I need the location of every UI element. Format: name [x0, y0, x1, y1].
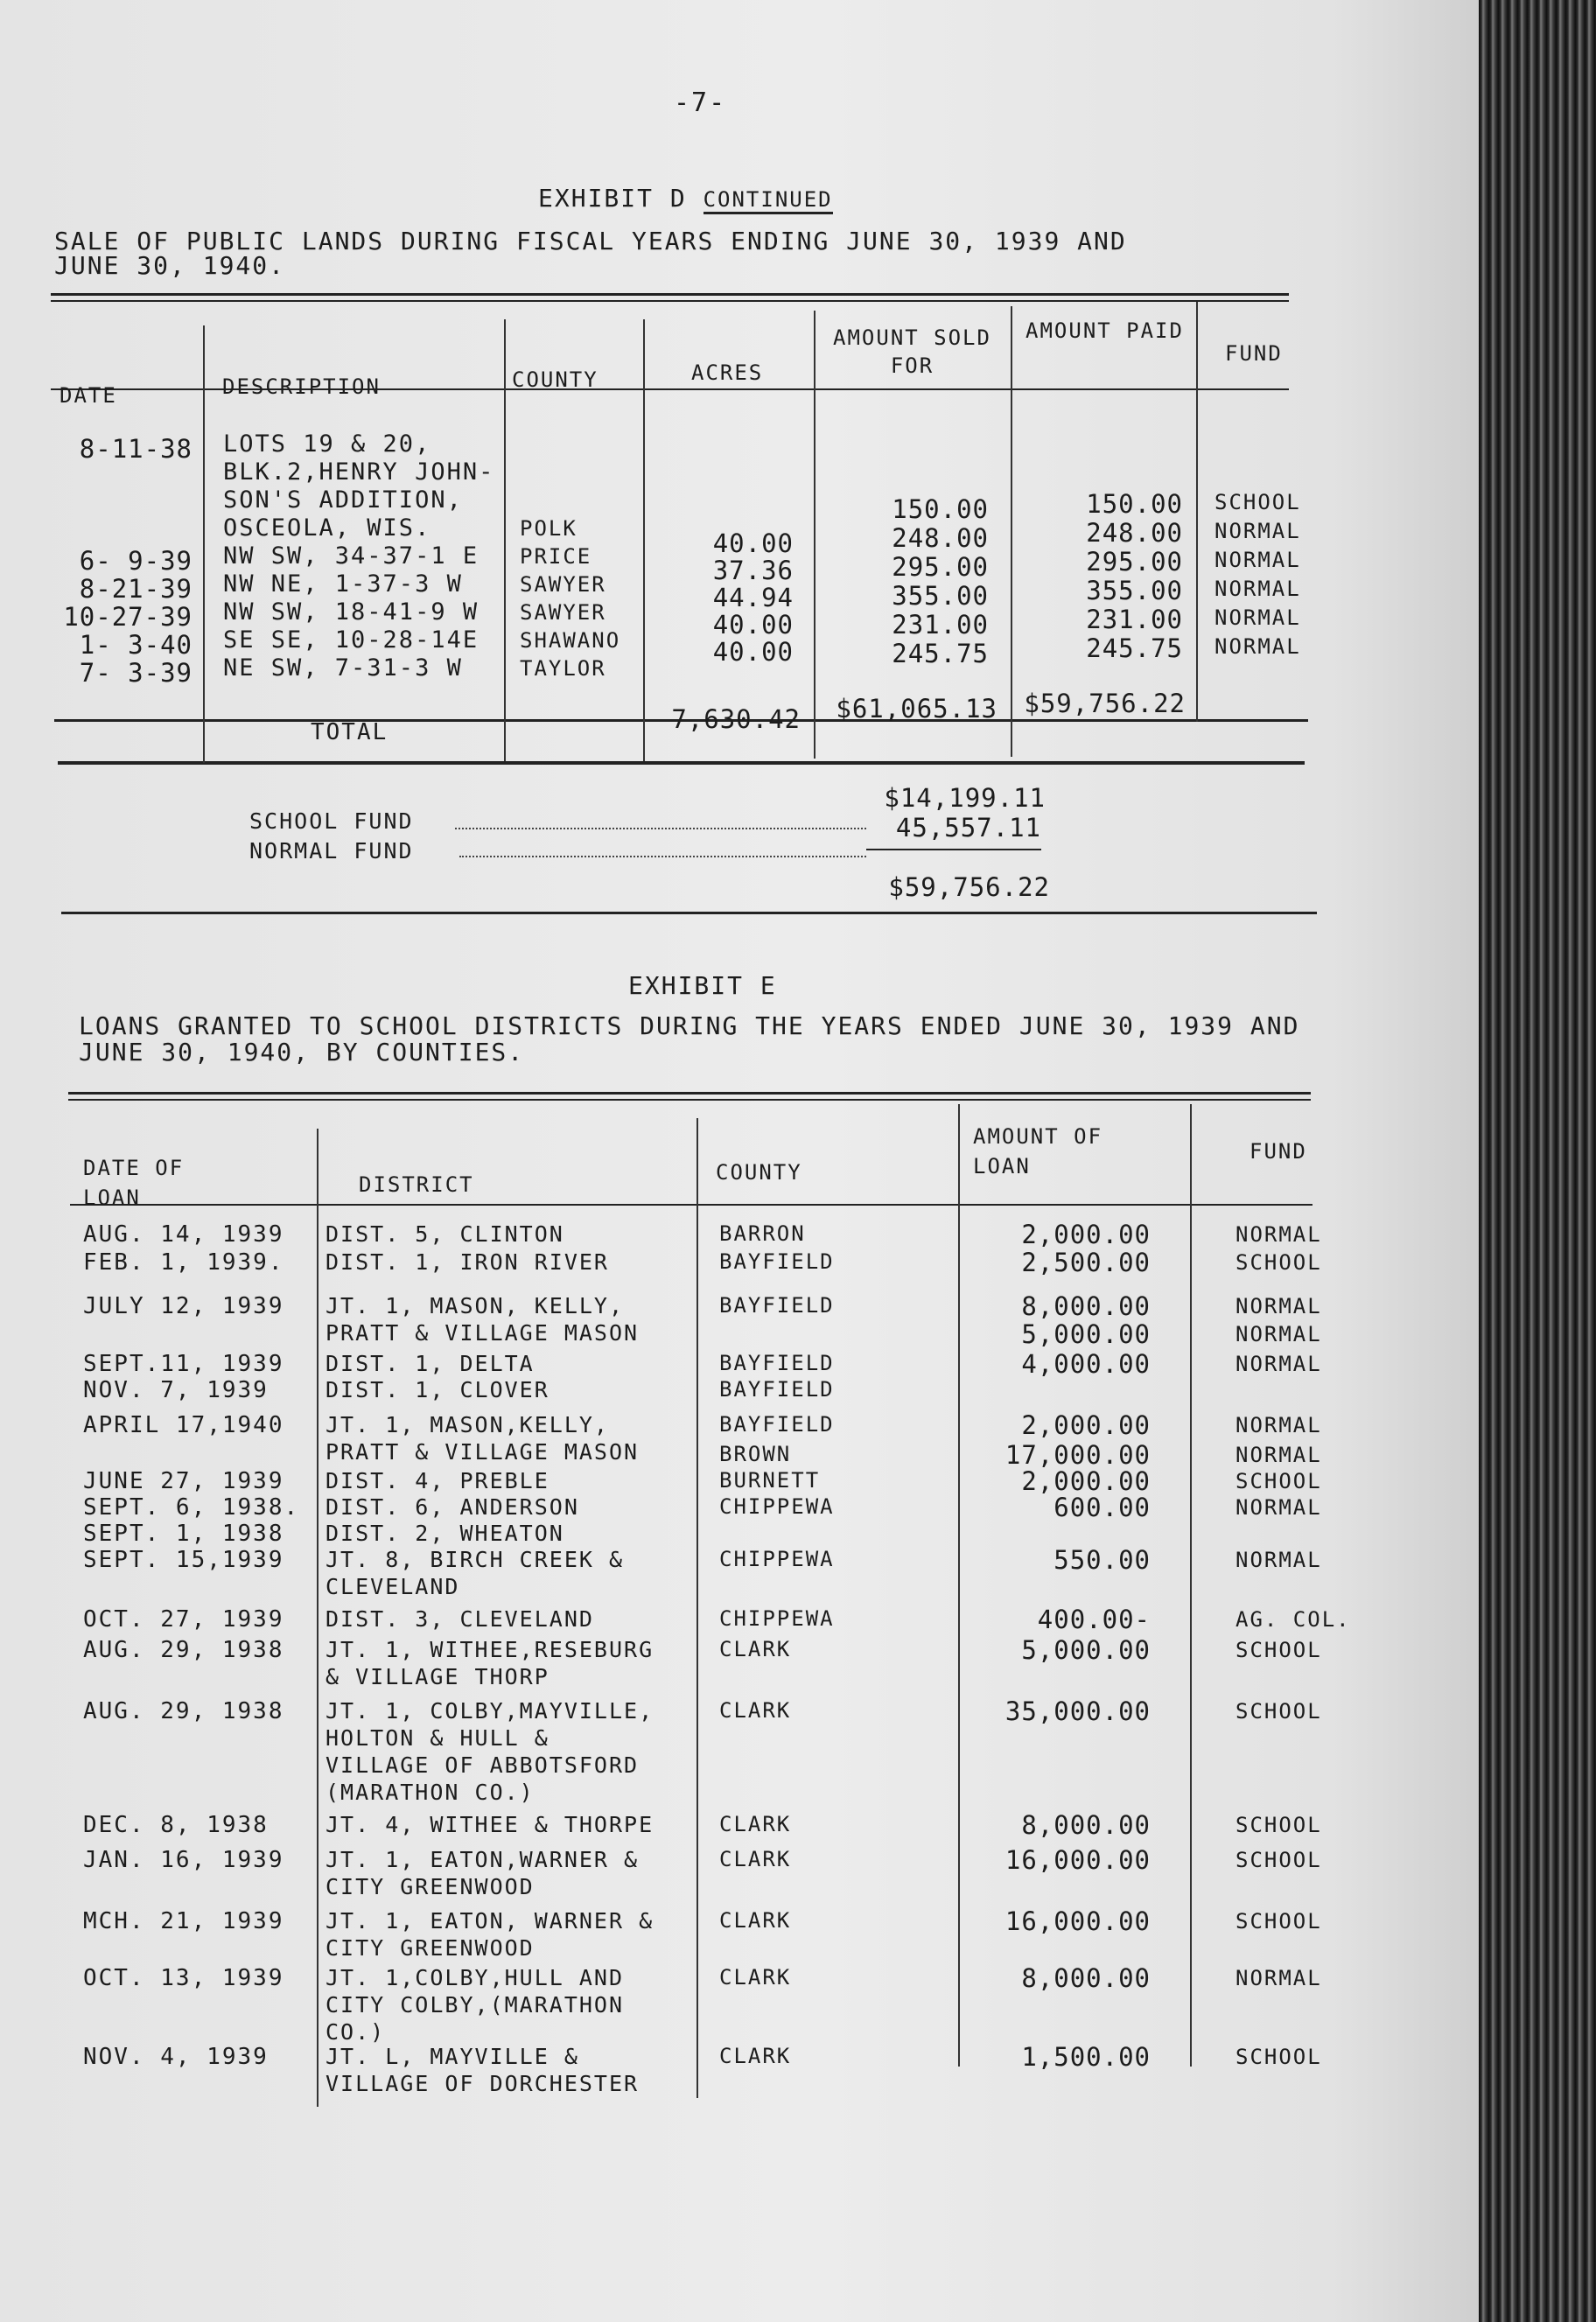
- exhibit-d-funds: SCHOOL NORMAL NORMAL NORMAL NORMAL NORMAL: [1214, 490, 1301, 659]
- loan-county: CHIPPEWA: [719, 1547, 835, 1571]
- loan-district: DIST. 3, CLEVELAND: [326, 1606, 594, 1632]
- fund-grand-total: $59,756.22: [888, 872, 1050, 902]
- exhibit-e-divider-4: [1190, 1104, 1192, 2067]
- loan-district: DIST. 1, IRON RIVER: [326, 1249, 609, 1275]
- loan-date: OCT. 27, 1939: [83, 1606, 284, 1633]
- exhibit-d-top-rule-2: [51, 300, 1289, 302]
- loan-fund: NORMAL: [1236, 1413, 1322, 1437]
- loan-county: CLARK: [719, 1965, 792, 1990]
- loan-district: JT. 1, EATON,WARNER & CITY GREENWOOD: [326, 1847, 640, 1899]
- loan-county: CLARK: [719, 1698, 792, 1723]
- exhibit-d-divider-1: [203, 325, 205, 763]
- loan-district: DIST. 4, PREBLE: [326, 1468, 550, 1493]
- loan-fund: SCHOOL: [1236, 1699, 1322, 1724]
- loan-amount: 2,000.00: [1021, 1466, 1151, 1496]
- loan-date: AUG. 14, 1939: [83, 1221, 284, 1248]
- exhibit-d-title: SALE OF PUBLIC LANDS DURING FISCAL YEARS ENDING JUNE 30, 1939 AND JUNE 30, 1940.: [54, 227, 1127, 280]
- loan-fund: SCHOOL: [1236, 1638, 1322, 1662]
- exhibit-e-header-rule: [70, 1204, 1312, 1206]
- loan-county: BAYFIELD: [719, 1412, 835, 1437]
- loan-county: BAYFIELD: [719, 1293, 835, 1318]
- exhibit-e-heading: EXHIBIT E: [628, 971, 777, 1000]
- loan-district: JT. 1, MASON, KELLY, PRATT & VILLAGE MASON: [326, 1293, 640, 1346]
- exhibit-d-dates: 8-11-38 6- 9-39 8-21-39 10-27-39 1- 3-40 7- 3-39: [63, 434, 192, 688]
- loan-county: CLARK: [719, 1908, 792, 1933]
- loan-amount: 2,000.00: [1021, 1220, 1151, 1249]
- loan-date: AUG. 29, 1938: [83, 1698, 284, 1724]
- loan-fund: NORMAL NORMAL: [1236, 1294, 1322, 1346]
- loan-amount: 550.00: [1054, 1545, 1151, 1575]
- loan-fund: SCHOOL: [1236, 1813, 1322, 1837]
- exhibit-d-divider-2: [504, 319, 506, 761]
- exhibit-d-bottom-rule: [58, 761, 1305, 765]
- fund-sum-rule: [866, 849, 1041, 850]
- loan-county: BAYFIELD: [719, 1249, 835, 1274]
- exhibit-e-top-rule-2: [68, 1099, 1311, 1101]
- loan-date: NOV. 4, 1939: [83, 2044, 269, 2070]
- loan-district: JT. 1, EATON, WARNER & CITY GREENWOOD: [326, 1908, 654, 1961]
- exhibit-d-counties: POLK PRICE SAWYER SAWYER SHAWANO TAYLOR: [520, 516, 621, 681]
- loan-county: CLARK: [719, 1847, 792, 1871]
- exhibit-d-heading: [538, 184, 833, 213]
- loan-district: DIST. 1, CLOVER: [326, 1377, 550, 1402]
- loan-col-header-district: DISTRICT: [359, 1172, 474, 1197]
- loan-amount: 4,000.00: [1021, 1349, 1151, 1379]
- loan-county: CLARK: [719, 2044, 792, 2068]
- col-header-date: DATE: [60, 383, 117, 408]
- loan-amount: 2,000.00: [1021, 1410, 1151, 1440]
- loan-district: JT. 1,COLBY,HULL AND CITY COLBY,(MARATHON CO.): [326, 1965, 625, 2045]
- loan-date: APRIL 17,1940: [83, 1412, 284, 1438]
- exhibit-e-top-rule: [68, 1092, 1311, 1095]
- loan-col-header-amount: AMOUNT OF LOAN: [973, 1124, 1103, 1178]
- loan-fund: NORMAL: [1236, 1966, 1322, 1990]
- loan-amount: 1,500.00: [1021, 2042, 1151, 2072]
- loan-county: BURNETT: [719, 1468, 821, 1493]
- loan-county: CLARK: [719, 1637, 792, 1661]
- loan-district: JT. 1, MASON,KELLY, PRATT & VILLAGE MASON: [326, 1412, 640, 1465]
- loan-date: SEPT. 15,1939: [83, 1547, 284, 1573]
- loan-county: BAYFIELD: [719, 1351, 835, 1375]
- loan-amount: 2,500.00: [1021, 1248, 1151, 1277]
- col-header-amount-sold: AMOUNT SOLD FOR: [833, 325, 991, 378]
- section-separator: [61, 912, 1317, 914]
- loan-col-header-county: COUNTY: [716, 1160, 802, 1185]
- col-header-description: DESCRIPTION: [222, 374, 381, 399]
- col-header-amount-paid: AMOUNT PAID: [1026, 318, 1184, 343]
- page-number: -7-: [674, 87, 727, 118]
- loan-district: JT. 4, WITHEE & THORPE: [326, 1812, 654, 1837]
- loan-col-header-date: DATE OF LOAN: [83, 1156, 185, 1210]
- school-fund-label: SCHOOL FUND: [249, 808, 414, 834]
- loan-county: BARRON: [719, 1221, 806, 1246]
- loan-county: BROWN: [719, 1442, 792, 1466]
- loan-amount: 400.00-: [1037, 1605, 1151, 1634]
- exhibit-d-divider-5: [1011, 306, 1012, 757]
- loan-district: DIST. 6, ANDERSON: [326, 1494, 579, 1520]
- exhibit-d-amounts-sold: 150.00 248.00 295.00 355.00 231.00 245.75: [892, 494, 989, 668]
- loan-date: SEPT.11, 1939: [83, 1351, 284, 1377]
- normal-fund-leader: [459, 856, 866, 857]
- loan-date: SEPT. 6, 1938.: [83, 1494, 300, 1521]
- exhibit-d-divider-3: [643, 319, 645, 761]
- exhibit-d-total-label: TOTAL: [311, 719, 388, 745]
- loan-date: AUG. 29, 1938: [83, 1637, 284, 1663]
- loan-amount: 35,000.00: [1004, 1696, 1151, 1726]
- loan-county: BAYFIELD: [719, 1377, 835, 1402]
- exhibit-d-divider-4: [814, 311, 816, 759]
- normal-fund-value: 45,557.11: [895, 813, 1041, 843]
- loan-amount: 5,000.00: [1021, 1635, 1151, 1665]
- exhibit-d-divider-6: [1196, 302, 1198, 722]
- loan-county: CLARK: [719, 1812, 792, 1836]
- book-binding-edge: [1479, 0, 1596, 2322]
- school-fund-leader: [455, 828, 866, 829]
- loan-fund: SCHOOL: [1236, 2045, 1322, 2069]
- loan-date: DEC. 8, 1938: [83, 1812, 269, 1838]
- loan-amount: 17,000.00: [1004, 1440, 1151, 1470]
- exhibit-d-heading-main: EXHIBIT D: [538, 184, 687, 213]
- loan-county: CHIPPEWA: [719, 1494, 835, 1519]
- loan-fund: SCHOOL: [1236, 1469, 1322, 1493]
- loan-date: JULY 12, 1939: [83, 1293, 284, 1319]
- loan-amount: 16,000.00: [1004, 1845, 1151, 1875]
- loan-fund: SCHOOL: [1236, 1848, 1322, 1872]
- exhibit-e-divider-3: [958, 1104, 960, 2067]
- loan-fund: NORMAL: [1236, 1222, 1322, 1247]
- loan-district: JT. L, MAYVILLE & VILLAGE OF DORCHESTER: [326, 2044, 640, 2096]
- exhibit-d-acres: 40.00 37.36 44.94 40.00 40.00: [712, 528, 794, 667]
- loan-date: OCT. 13, 1939: [83, 1965, 284, 1991]
- exhibit-d-total-acres: 7,630.42: [671, 704, 801, 734]
- loan-date: NOV. 7, 1939: [83, 1377, 269, 1403]
- loan-fund: SCHOOL: [1236, 1909, 1322, 1934]
- loan-date: JAN. 16, 1939: [83, 1847, 284, 1873]
- school-fund-value: $14,199.11: [884, 783, 1046, 813]
- loan-district: DIST. 2, WHEATON: [326, 1521, 564, 1546]
- exhibit-d-descriptions: LOTS 19 & 20, BLK.2,HENRY JOHN- SON'S ADDITION, OSCEOLA, WIS. NW SW, 34-37-1 E NW NE, 1-37-3 W NW SW, 18-41-9 W SE SE, 10-28-14E NE SW, 7-31-3 W: [223, 430, 495, 682]
- loan-date: MCH. 21, 1939: [83, 1908, 284, 1934]
- loan-county: CHIPPEWA: [719, 1606, 835, 1631]
- exhibit-d-top-rule: [51, 293, 1289, 296]
- exhibit-d-amounts-paid: 150.00 248.00 295.00 355.00 231.00 245.75: [1086, 489, 1183, 663]
- loan-amount: 8,000.00: [1021, 1810, 1151, 1840]
- exhibit-d-total-sold: $61,065.13: [836, 694, 998, 724]
- loan-fund: NORMAL: [1236, 1443, 1322, 1467]
- col-header-acres: ACRES: [691, 360, 764, 385]
- normal-fund-label: NORMAL FUND: [249, 838, 414, 864]
- loan-district: DIST. 1, DELTA: [326, 1351, 535, 1376]
- exhibit-e-divider-2: [696, 1118, 698, 2098]
- loan-district: JT. 1, WITHEE,RESEBURG & VILLAGE THORP: [326, 1637, 654, 1689]
- loan-amount: 8,000.00: [1021, 1963, 1151, 1993]
- loan-district: JT. 1, COLBY,MAYVILLE, HOLTON & HULL & VILLAGE OF ABBOTSFORD (MARATHON CO.): [326, 1698, 654, 1805]
- exhibit-d-heading-suffix: CONTINUED: [704, 187, 833, 214]
- loan-date: JUNE 27, 1939: [83, 1468, 284, 1494]
- loan-fund: NORMAL: [1236, 1495, 1322, 1520]
- loan-date: SEPT. 1, 1938: [83, 1521, 284, 1547]
- loan-date: FEB. 1, 1939.: [83, 1249, 284, 1276]
- loan-district: DIST. 5, CLINTON: [326, 1221, 564, 1247]
- loan-fund: NORMAL: [1236, 1548, 1322, 1572]
- loan-amount: 600.00: [1054, 1493, 1151, 1522]
- col-header-fund: FUND: [1225, 341, 1283, 366]
- loan-amount: 8,000.00 5,000.00: [1021, 1291, 1151, 1349]
- exhibit-e-title: LOANS GRANTED TO SCHOOL DISTRICTS DURING THE YEARS ENDED JUNE 30, 1939 AND JUNE 30, 1940, BY COUNTIES.: [79, 1011, 1300, 1067]
- loan-fund: NORMAL: [1236, 1352, 1322, 1376]
- col-header-county: COUNTY: [512, 367, 598, 392]
- exhibit-d-total-paid: $59,756.22: [1024, 689, 1186, 718]
- loan-fund: AG. COL.: [1236, 1607, 1351, 1632]
- loan-district: JT. 8, BIRCH CREEK & CLEVELAND: [326, 1547, 625, 1599]
- loan-col-header-fund: FUND: [1250, 1139, 1307, 1164]
- loan-fund: SCHOOL: [1236, 1250, 1322, 1275]
- loan-amount: 16,000.00: [1004, 1906, 1151, 1936]
- exhibit-e-divider-1: [317, 1129, 318, 2107]
